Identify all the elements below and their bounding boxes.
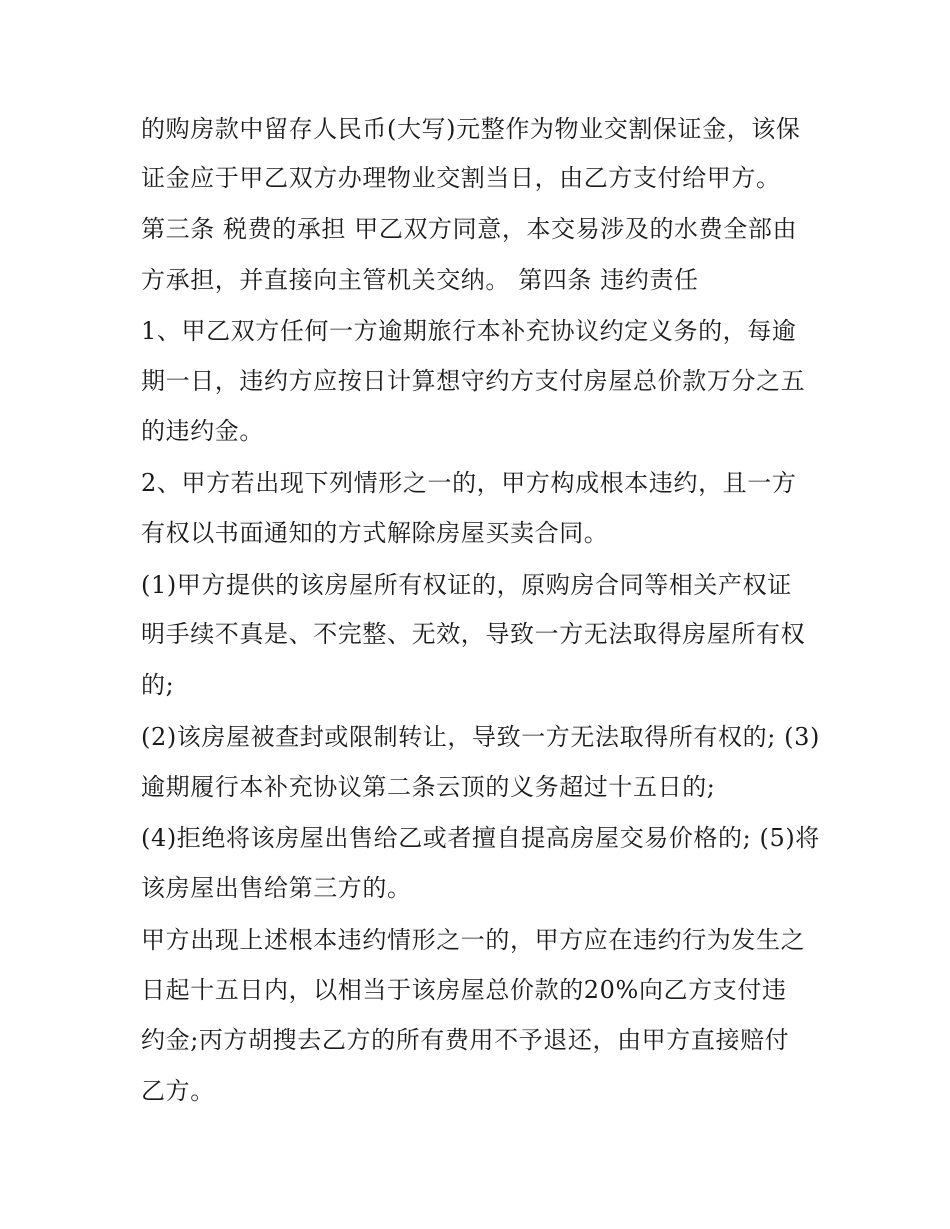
- text-line: 1、甲乙双方任何一方逾期旅行本补充协议约定义务的，每逾: [141, 317, 797, 345]
- text-line: 乙方。: [141, 1077, 215, 1105]
- text-line: 日起十五日内，以相当于该房屋总价款的20%向乙方支付违: [141, 976, 787, 1004]
- text-line: (4)拒绝将该房屋出售给乙或者擅自提高房屋交易价格的; (5)将: [141, 824, 820, 852]
- text-line: 方承担，并直接向主管机关交纳。 第四条 违约责任: [141, 266, 699, 294]
- text-line: 证金应于甲乙双方办理物业交割当日，由乙方支付给甲方。: [141, 164, 781, 192]
- text-line: 的违约金。: [141, 417, 264, 445]
- text-line: 甲方出现上述根本违约情形之一的，甲方应在违约行为发生之: [141, 926, 806, 954]
- text-line: 明手续不真是、不完整、无效，导致一方无法取得房屋所有权: [141, 620, 806, 648]
- text-line: 的;: [141, 671, 175, 699]
- text-line: 约金;丙方胡搜去乙方的所有费用不予退还，由甲方直接赔付: [141, 1026, 790, 1054]
- text-line: 该房屋出售给第三方的。: [141, 874, 412, 902]
- text-line: 逾期履行本补充协议第二条云顶的义务超过十五日的;: [141, 773, 716, 801]
- text-line: 2、甲方若出现下列情形之一的，甲方构成根本违约，且一方: [141, 469, 797, 497]
- text-line: 第三条 税费的承担 甲乙双方同意，本交易涉及的水费全部由: [141, 215, 798, 243]
- text-line: 有权以书面通知的方式解除房屋买卖合同。: [141, 519, 609, 547]
- text-line: 期一日，违约方应按日计算想守约方支付房屋总价款万分之五: [141, 367, 806, 395]
- text-line: 的购房款中留存人民币(大写)元整作为物业交割保证金，该保: [141, 115, 801, 143]
- text-line: (2)该房屋被查封或限制转让，导致一方无法取得所有权的; (3): [141, 723, 820, 751]
- text-line: (1)甲方提供的该房屋所有权证的，原购房合同等相关产权证: [141, 571, 792, 599]
